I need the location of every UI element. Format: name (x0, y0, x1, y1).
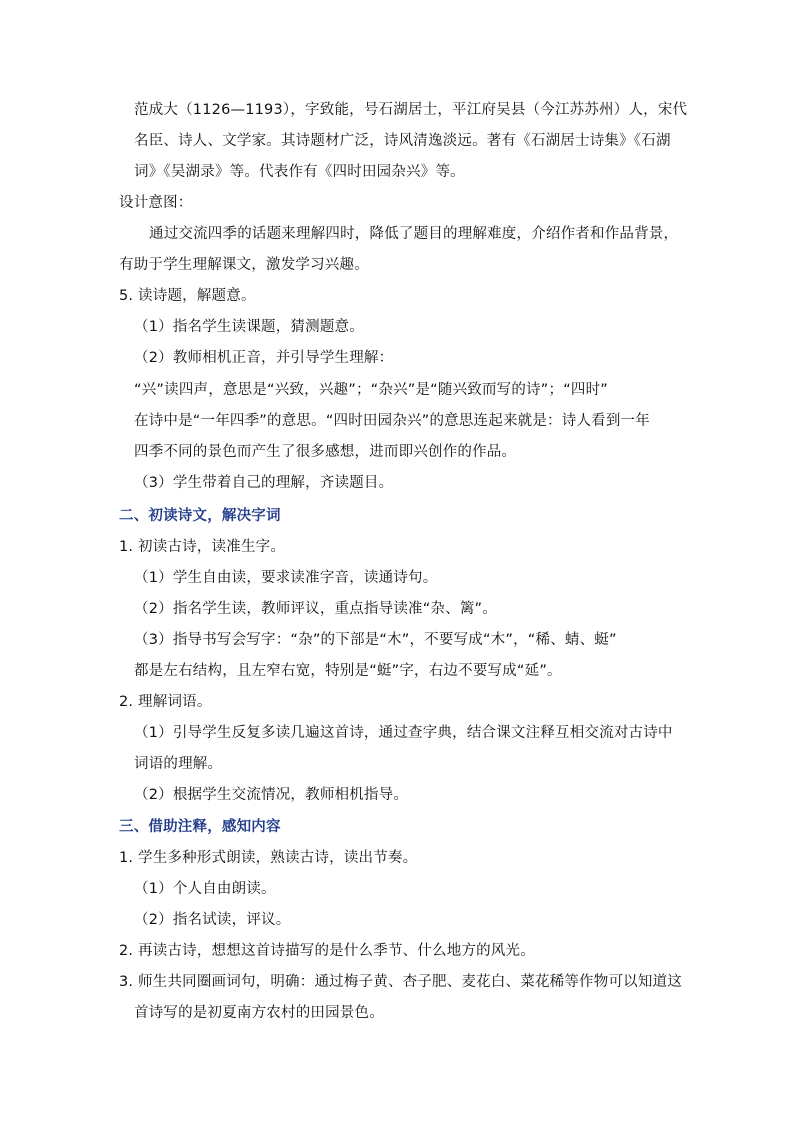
section-2-step-2-item-2: （2）根据学生交流情况，教师相机指导。 (134, 787, 409, 803)
author-intro-line-1: 范成大（1126—1193），字致能，号石湖居士，平江府吴县（今江苏苏州）人，宋代 (134, 102, 688, 118)
section-3-step-1-item-1: （1）个人自由朗读。 (134, 881, 276, 897)
section-2-heading: 二、初读诗文，解决字词 (119, 508, 281, 524)
step-5-item-1: （1）指名学生读课题，猜测题意。 (134, 319, 364, 335)
section-2-step-1-item-1: （1）学生自由读，要求读准字音，读通诗句。 (134, 570, 438, 586)
explanation-line-3: 四季不同的景色而产生了很多感想，进而即兴创作的作品。 (134, 444, 517, 460)
section-2-step-2-item-1-cont: 词语的理解。 (134, 756, 223, 772)
section-2-step-1-item-3: （3）指导书写会写字：“杂”的下部是“木”，不要写成“木”，“稀、蜻、蜓” (134, 632, 617, 648)
section-3-heading: 三、借助注释，感知内容 (119, 819, 281, 835)
author-intro-line-2: 名臣、诗人、文学家。其诗题材广泛，诗风清逸淡远。著有《石湖居士诗集》《石湖 (134, 133, 671, 149)
step-5-item-2: （2）教师相机正音，并引导学生理解： (134, 350, 394, 366)
section-2-step-2: 2. 理解词语。 (119, 694, 212, 710)
section-2-step-1: 1. 初读古诗，读准生字。 (119, 539, 286, 555)
section-2-step-2-item-1: （1）引导学生反复多读几遍这首诗，通过查字典，结合课文注释互相交流对古诗中 (134, 725, 673, 741)
step-5-item-3: （3）学生带着自己的理解，齐读题目。 (134, 475, 394, 491)
author-intro-line-3: 词》《吴湖录》等。代表作有《四时田园杂兴》等。 (134, 164, 465, 180)
design-intent-label: 设计意图： (119, 195, 193, 211)
section-3-step-3: 3. 师生共同圈画词句，明确：通过梅子黄、杏子肥、麦花白、菜花稀等作物可以知道这 (119, 974, 682, 990)
step-5-title: 5. 读诗题，解题意。 (119, 288, 256, 304)
section-2-step-1-item-3-cont: 都是左右结构，且左窄右宽，特别是“蜓”字，右边不要写成“延”。 (134, 663, 562, 679)
section-3-step-1-item-2: （2）指名试读，评议。 (134, 912, 291, 928)
explanation-line-2: 在诗中是“一年四季”的意思。“四时田园杂兴”的意思连起来就是：诗人看到一年 (134, 413, 650, 429)
section-3-step-3-cont: 首诗写的是初夏南方农村的田园景色。 (134, 1005, 384, 1021)
explanation-line-1: “兴”读四声，意思是“兴致，兴趣”；“杂兴”是“随兴致而写的诗”；“四时” (134, 382, 609, 398)
design-intent-line-1: 通过交流四季的话题来理解四时，降低了题目的理解难度，介绍作者和作品背景， (149, 226, 679, 242)
section-3-step-2: 2. 再读古诗，想想这首诗描写的是什么季节、什么地方的风光。 (119, 943, 535, 959)
section-3-step-1: 1. 学生多种形式朗读，熟读古诗，读出节奏。 (119, 850, 418, 866)
section-2-step-1-item-2: （2）指名学生读，教师评议，重点指导读准“杂、篱”。 (134, 601, 497, 617)
design-intent-line-2: 有助于学生理解课文，激发学习兴趣。 (119, 257, 369, 273)
